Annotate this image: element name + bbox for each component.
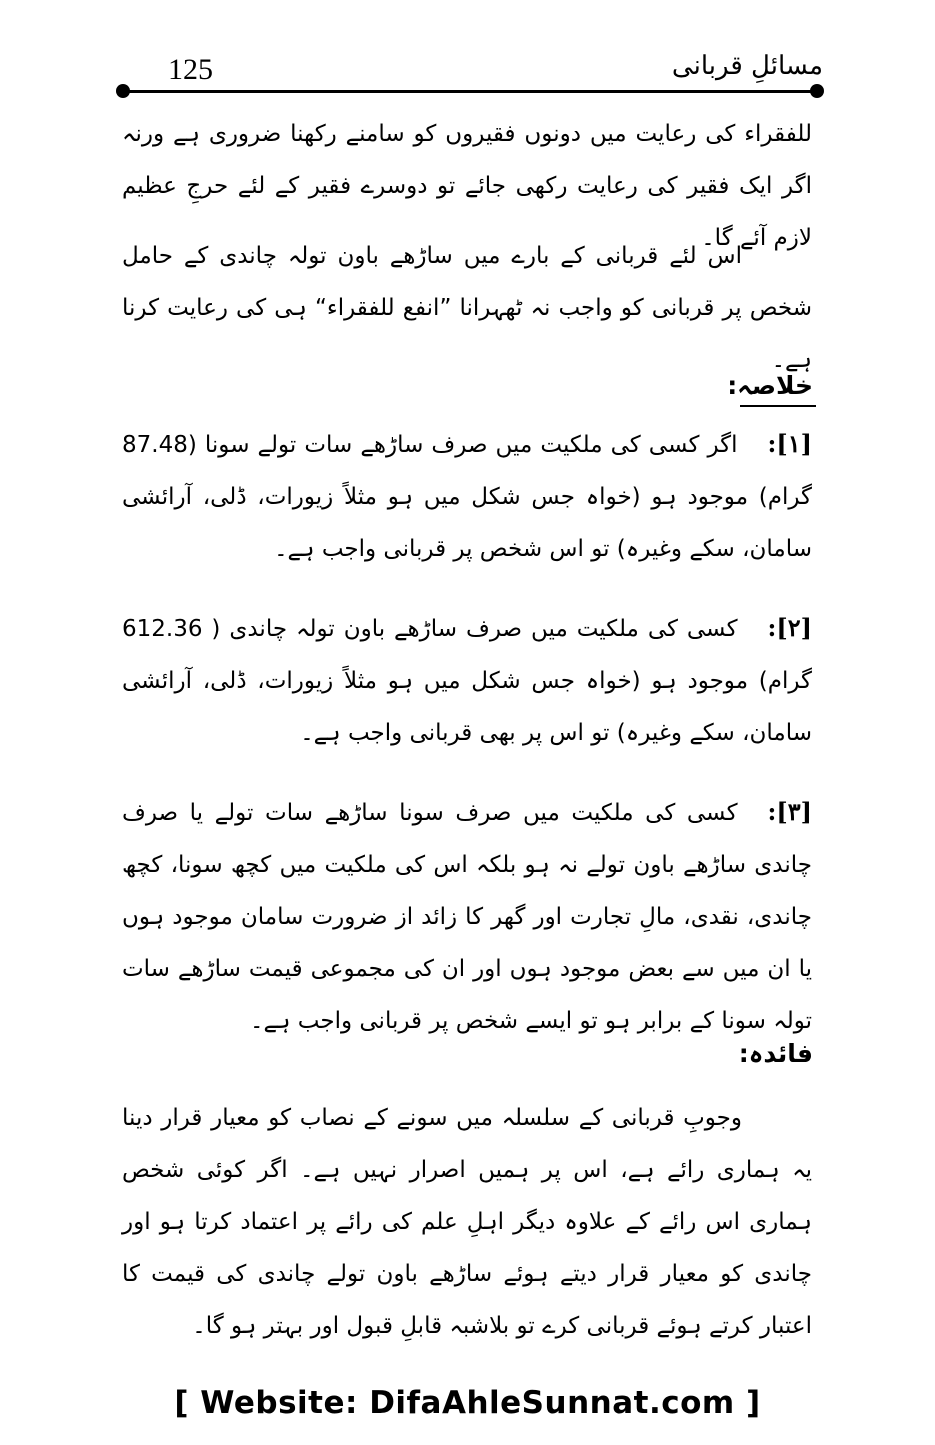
- item-2-text-start: کسی کی ملکیت میں صرف ساڑھے باون تولہ چاندی (: [202, 616, 738, 642]
- item-number-2: [۲]:: [767, 613, 812, 642]
- paragraph-nisab-silver: اس لئے قربانی کے بارے میں ساڑھے باون تولہ چاندی کے حامل شخص پر قربانی کو واجب نہ ٹھہرانا ”انفع للفقراء“ ہی کی رعایت کرنا ہے۔: [122, 243, 812, 373]
- paragraph-continuation: للفقراء کی رعایت میں دونوں فقیروں کو سامنے رکھنا ضروری ہے ورنہ اگر ایک فقیر کی رعایت رکھی جائے تو دوسرے فقیر کے لئے حرجِ عظیم لازم آئے گا۔: [122, 121, 812, 251]
- item-number-3: [۳]:: [767, 797, 812, 826]
- summary-item-1: [122, 418, 812, 575]
- benefit-heading: فائدہ:: [738, 1039, 813, 1068]
- item-1-gold-grams: 87.48: [122, 432, 188, 458]
- item-1-text-start: اگر کسی کی ملکیت میں صرف ساڑھے سات تولے سونا (: [187, 432, 738, 458]
- summary-heading-underline: [740, 405, 816, 407]
- website-footer: [ Website: DifaAhleSunnat.com ]: [174, 1385, 761, 1421]
- item-2-text-end: گرام) موجود ہو (خواہ جس شکل میں ہو مثلاً زیورات، ڈلی، آرائشی سامان، سکے وغیرہ) تو اس پر بھی قربانی واجب ہے۔: [122, 668, 812, 746]
- summary-heading: خلاصہ:: [727, 371, 813, 400]
- benefit-paragraph: وجوبِ قربانی کے سلسلہ میں سونے کے نصاب کو معیار قرار دینا یہ ہماری رائے ہے، اس پر ہمیں اصرار نہیں ہے۔ اگر کوئی شخص ہماری اس رائے کے علاوہ دیگر اہلِ علم کی رائے پر اعتماد کرتا ہو اور چاندی کو معیار قرار دیتے ہوئے ساڑھے باون تولے چاندی کی قیمت کا اعتبار کرتے ہوئے قربانی کرے تو بلاشبہ قابلِ قبول اور بہتر ہو گا۔: [122, 1105, 812, 1339]
- item-1-text-end: گرام) موجود ہو (خواہ جس شکل میں ہو مثلاً زیورات، ڈلی، آرائشی سامان، سکے وغیرہ) تو اس شخص پر قربانی واجب ہے۔: [122, 484, 812, 562]
- item-3-text: کسی کی ملکیت میں صرف سونا ساڑھے سات تولے یا صرف چاندی ساڑھے باون تولے نہ ہو بلکہ اس کی ملکیت میں کچھ سونا، کچھ چاندی، نقدی، مالِ تجارت اور گھر کا زائد از ضرورت سامان موجود ہوں یا ان میں سے بعض موجود ہوں اور ان کی مجموعی قیمت ساڑھے سات تولہ سونا کے برابر ہو تو ایسے شخص پر قربانی واجب ہے۔: [122, 800, 812, 1034]
- header-rule-dot-right: [810, 84, 824, 98]
- item-2-silver-grams: 612.36: [122, 616, 203, 642]
- page-number: 125: [168, 53, 213, 86]
- header-rule: [122, 90, 818, 93]
- summary-item-2: [122, 602, 812, 759]
- summary-item-3: [122, 786, 812, 1047]
- running-title: مسائلِ قربانی: [671, 51, 823, 81]
- item-number-1: [۱]:: [767, 429, 812, 458]
